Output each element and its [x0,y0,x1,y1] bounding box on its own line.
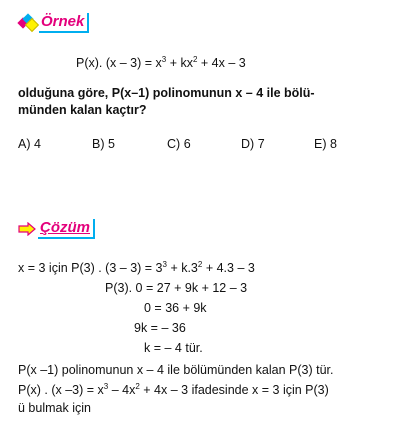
example-header [18,12,89,34]
solution-line-5: k = – 4 tür. [144,341,203,355]
solution-header-label: Çözüm [38,219,95,239]
diamonds-icon [18,14,36,32]
example-header-label: Örnek [39,13,89,33]
solution-line-7: P(x) . (x $-3) = x^3 - 4x^2 + 4x - 3$ ifadesinde x = 3 için P(3) [18,382,329,397]
question-line-2: münden kalan kaçtır? [18,103,147,117]
choice-b: B) 5 [92,137,115,151]
solution-line-4: 9k = – 36 [134,321,186,335]
arrow-icon [18,222,36,236]
solution-header [18,218,95,240]
solution-line-2: P(3). 0 = 27 + 9k + 12 – 3 [105,281,248,295]
example-equation: P(x). $(x - 3) = x^3 + kx^2 + 4x - 3$ [76,55,246,70]
choice-c: C) 6 [167,137,191,151]
choice-a: A) 4 [18,137,41,151]
solution-line-1: x = 3 için P(3) . $(3 - 3) = 3^3 + k.3^2 + 4.3 - 3$ [18,260,255,275]
question-line-1: olduğuna göre, P(x–1) polinomunun x – 4 ile bölü- [18,86,315,100]
solution-line-6: P(x –1) polinomunun x – 4 ile bölümünden kalan P(3) tür. [18,363,334,377]
choice-d: D) 7 [241,137,265,151]
solution-line-8: ü bulmak için [18,401,91,415]
solution-line-3: 0 = 36 + 9k [144,301,207,315]
choice-e: E) 8 [314,137,337,151]
